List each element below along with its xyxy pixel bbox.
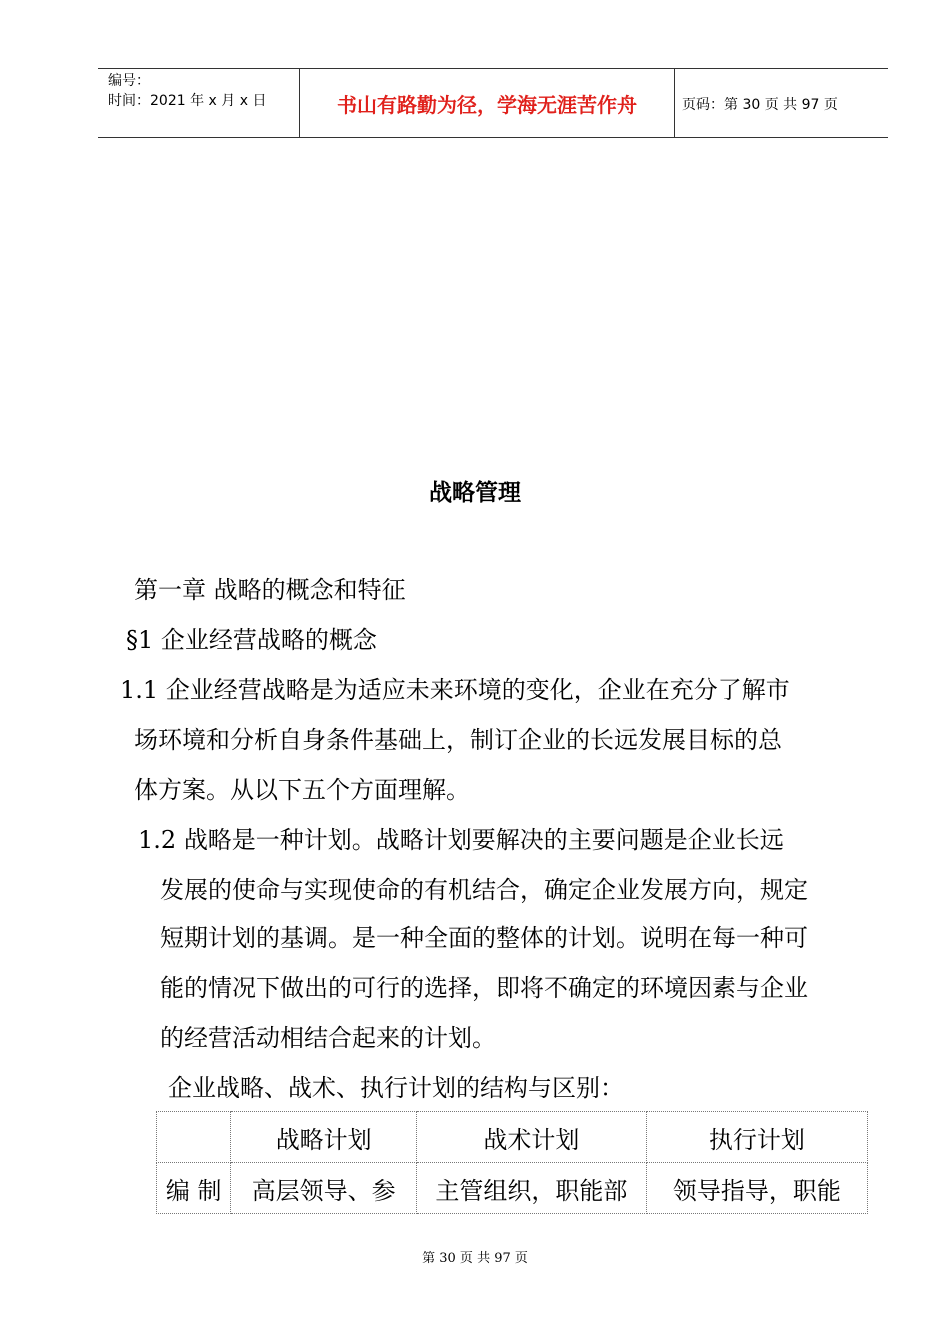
paragraph-text: 企业经营战略是为适应未来环境的变化，企业在充分了解市 (165, 676, 790, 704)
section-heading (126, 623, 377, 657)
document-title: 战略管理 (429, 480, 521, 506)
chapter-heading: 第一章 战略的概念和特征 (134, 576, 406, 604)
page-header (98, 68, 888, 138)
table-cell: 编 制 (157, 1163, 231, 1214)
paragraph-1-1-line (120, 673, 790, 707)
paragraph-1-2-line (138, 823, 784, 857)
table-caption: 企业战略、战术、执行计划的结构与区别： (168, 1074, 624, 1102)
section-text: 企业经营战略的概念 (160, 626, 377, 654)
paragraph-1-1-line: 场环境和分析自身条件基础上，制订企业的长远发展目标的总 (134, 726, 782, 754)
paragraph-1-2-line: 的经营活动相结合起来的计划。 (160, 1024, 496, 1052)
table-header-cell: 执行计划 (646, 1112, 867, 1163)
header-motto: 书山有路勤为径，学海无涯苦作舟 (337, 92, 637, 117)
header-page-info: 页码：第 30 页 共 97 页 (682, 97, 838, 113)
paragraph-1-2-line: 能的情况下做出的可行的选择，即将不确定的环境因素与企业 (160, 974, 808, 1002)
paragraph-1-1-line: 体方案。从以下五个方面理解。 (134, 776, 470, 804)
table-header-cell: 战术计划 (417, 1112, 647, 1163)
serial-label: 编号： (108, 73, 150, 89)
header-divider (674, 69, 675, 137)
paragraph-number: 1.2 (138, 826, 177, 854)
paragraph-number: 1.1 (120, 676, 159, 704)
plan-structure-table (156, 1111, 868, 1214)
paragraph-1-2-line: 短期计划的基调。是一种全面的整体的计划。说明在每一种可 (160, 924, 808, 952)
table-header-cell: 战略计划 (231, 1112, 417, 1163)
page-footer: 第 30 页 共 97 页 (422, 1251, 528, 1266)
section-mark: §1 (126, 626, 154, 654)
table-header-row (157, 1112, 868, 1163)
table-cell: 主管组织，职能部 (417, 1163, 647, 1214)
table-cell: 领导指导，职能 (646, 1163, 867, 1214)
table-row (157, 1163, 868, 1214)
time-label: 时间：2021 年 x 月 x 日 (108, 93, 267, 109)
table-header-cell (157, 1112, 231, 1163)
paragraph-1-2-line: 发展的使命与实现使命的有机结合，确定企业发展方向，规定 (160, 876, 808, 904)
table-cell: 高层领导、参 (231, 1163, 417, 1214)
paragraph-text: 战略是一种计划。战略计划要解决的主要问题是企业长远 (183, 826, 784, 854)
header-meta (108, 71, 266, 111)
